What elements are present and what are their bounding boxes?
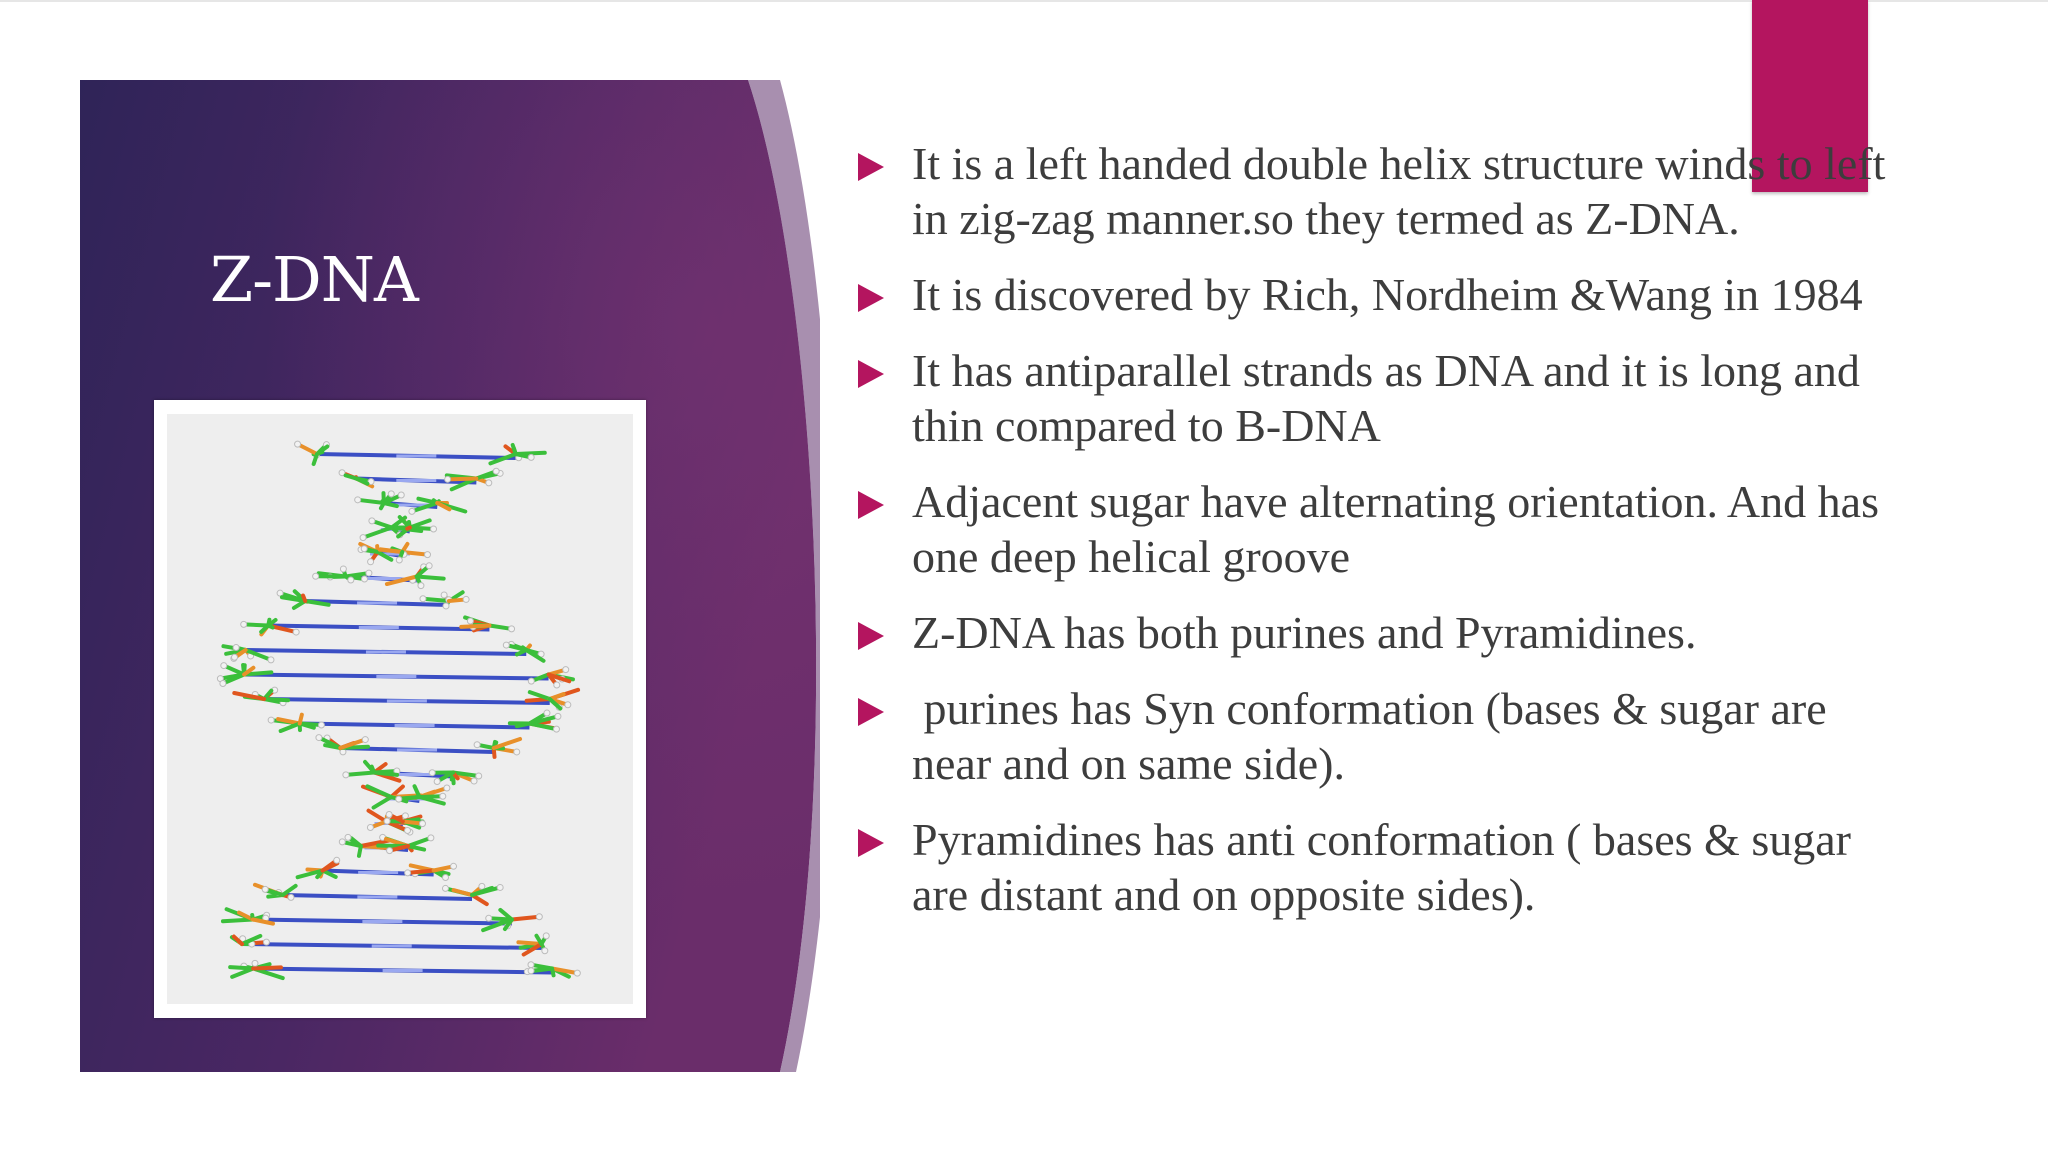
bullet-text: It has antiparallel strands as DNA and it is long and thin compared to B-DNA bbox=[912, 345, 1872, 451]
bullet-text: It is a left handed double helix structure winds to left in zig-zag manner.so they termed as Z-DNA. bbox=[912, 138, 1897, 244]
triangle-right-icon bbox=[858, 491, 884, 519]
bullet-item bbox=[852, 812, 1912, 922]
bullet-item bbox=[852, 267, 1912, 322]
triangle-right-icon bbox=[858, 622, 884, 650]
bullet-text: Adjacent sugar have alternating orientation. And has one deep helical groove bbox=[912, 476, 1891, 582]
dna-helix-illustration bbox=[167, 414, 633, 1004]
bullet-item bbox=[852, 136, 1912, 246]
dna-image-frame bbox=[154, 400, 646, 1018]
triangle-right-icon bbox=[858, 698, 884, 726]
bullet-item bbox=[852, 605, 1912, 660]
bullet-item bbox=[852, 343, 1912, 453]
triangle-right-icon bbox=[858, 153, 884, 181]
bullet-text: Z-DNA has both purines and Pyramidines. bbox=[912, 607, 1697, 658]
bullet-text: It is discovered by Rich, Nordheim &Wang in 1984 bbox=[912, 269, 1863, 320]
top-divider bbox=[0, 0, 2048, 2]
slide-title: Z-DNA bbox=[210, 243, 418, 316]
triangle-right-icon bbox=[858, 360, 884, 388]
bullet-text: Pyramidines has anti conformation ( bases & sugar are distant and on opposite sides). bbox=[912, 814, 1863, 920]
triangle-right-icon bbox=[858, 284, 884, 312]
triangle-right-icon bbox=[858, 829, 884, 857]
bullet-list bbox=[852, 136, 1912, 943]
bullet-item bbox=[852, 681, 1912, 791]
bullet-text: purines has Syn conformation (bases & sugar are near and on same side). bbox=[912, 683, 1839, 789]
dna-model-image bbox=[167, 414, 633, 1004]
bullet-item bbox=[852, 474, 1912, 584]
